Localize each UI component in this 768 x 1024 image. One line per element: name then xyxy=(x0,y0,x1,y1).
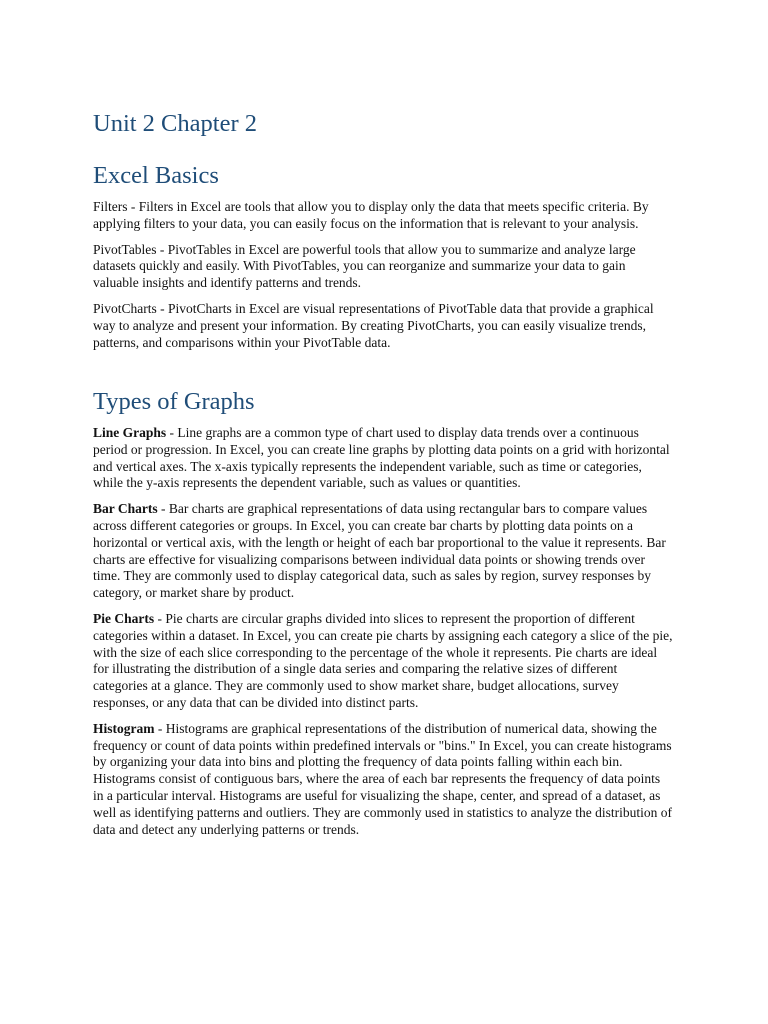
histogram-text: - Histograms are graphical representations of the distribution of numerical data, showing the frequency or count of data points within predefined intervals or "bins." In Excel, you can create histograms by organizing your data into bins and plotting the frequency of data points falling within each bin. Histograms consist of contiguous bars, where the area of each bar represents the frequency of data points in a particular interval. Histograms are useful for visualizing the shape, center, and spread of a dataset, as well as identifying patterns and outliers. They are commonly used in statistics to analyze the distribution of data and detect any underlying patterns or trends. xyxy=(93,720,672,837)
types-of-graphs-heading: Types of Graphs xyxy=(93,388,255,415)
types-of-graphs-section xyxy=(93,385,673,847)
excel-basics-heading: Excel Basics xyxy=(93,162,219,189)
pivottables-paragraph: PivotTables - PivotTables in Excel are powerful tools that allow you to summarize and analyze large datasets quickly and easily. With PivotTables, you can reorganize and summarize your data to gain valuable insights and identify patterns and trends. xyxy=(93,241,636,291)
bar-charts-term: Bar Charts xyxy=(93,501,158,517)
bar-charts-paragraph xyxy=(93,501,673,602)
pie-charts-term: Pie Charts xyxy=(93,610,155,626)
pie-charts-text: - Pie charts are circular graphs divided into slices to represent the proportion of different categories within a dataset. In Excel, you can create pie charts by assigning each category a slice of the pie, with the size of each slice corresponding to the percentage of the whole it represents. Pie charts are ideal for illustrating the distribution of a single data series and comparing the relative sizes of different categories at a glance. They are commonly used to show market share, budget allocations, survey responses, or any data that can be divided into distinct parts. xyxy=(93,610,673,710)
pivotcharts-paragraph: PivotCharts - PivotCharts in Excel are visual representations of PivotTable data that provide a graphical way to analyze and present your information. By creating PivotCharts, you can easily visualize trends, patterns, and comparisons within your PivotTable data. xyxy=(93,300,654,350)
line-graphs-paragraph xyxy=(93,425,673,492)
chapter-title: Unit 2 Chapter 2 xyxy=(93,110,257,137)
line-graphs-text: - Line graphs are a common type of chart used to display data trends over a continuous period or progression. In Excel, you can create line graphs by plotting data points on a grid with horizontal and vertical axes. The x-axis typically represents the independent variable, such as time or categories, while the y-axis represents the dependent variable, such as values or quantities. xyxy=(93,425,670,491)
bar-charts-text: - Bar charts are graphical representations of data using rectangular bars to compare values across different categories or groups. In Excel, you can create bar charts by plotting data points on a horizontal or vertical axis, with the length or height of each bar proportional to the value it represents. Bar charts are effective for visualizing comparisons between individual data points or showing trends over time. They are commonly used to display categorical data, such as sales by region, survey responses by category, or market share by product. xyxy=(93,501,666,601)
excel-basics-section xyxy=(93,159,673,360)
line-graphs-term: Line Graphs xyxy=(93,425,167,440)
histogram-term: Histogram xyxy=(93,720,155,736)
filters-paragraph: Filters - Filters in Excel are tools that allow you to display only the data that meets specific criteria. By applying filters to your data, you can easily focus on the information that is relevant to your analysis. xyxy=(93,199,649,231)
histogram-paragraph xyxy=(93,721,673,839)
pie-charts-paragraph xyxy=(93,611,673,712)
